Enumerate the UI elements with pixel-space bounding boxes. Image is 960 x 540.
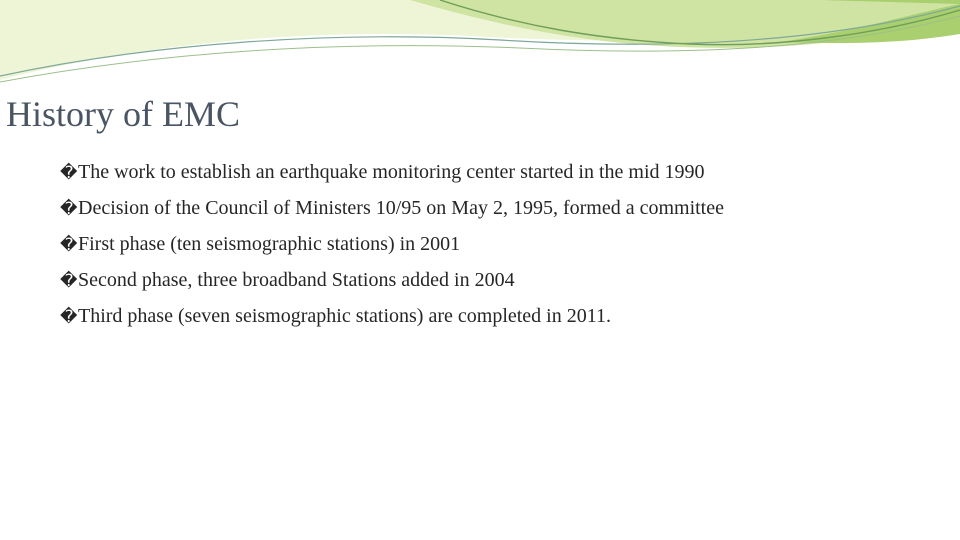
slide-title: History of EMC <box>6 94 240 134</box>
bullet-marker-icon: � <box>60 271 78 291</box>
bullet-item <box>60 191 724 227</box>
bullet-item <box>60 299 724 335</box>
bullet-text: The work to establish an earthquake monitoring center started in the mid 1990 <box>78 161 705 183</box>
bullet-item <box>60 155 724 191</box>
bullet-marker-icon: � <box>60 199 78 219</box>
bullet-marker-icon: � <box>60 163 78 183</box>
bullet-marker-icon: � <box>60 307 78 327</box>
bullet-text: Second phase, three broadband Stations added in 2004 <box>78 269 515 291</box>
bullet-text: Third phase (seven seismographic stations) are completed in 2011. <box>78 305 611 327</box>
bullet-text: Decision of the Council of Ministers 10/95 on May 2, 1995, formed a committee <box>78 197 724 219</box>
bullet-marker-icon: � <box>60 235 78 255</box>
bullet-item <box>60 227 724 263</box>
bullet-text: First phase (ten seismographic stations) in 2001 <box>78 233 461 255</box>
decorative-wave-banner <box>0 0 960 90</box>
bullet-item <box>60 263 724 299</box>
bullet-list <box>60 155 724 335</box>
